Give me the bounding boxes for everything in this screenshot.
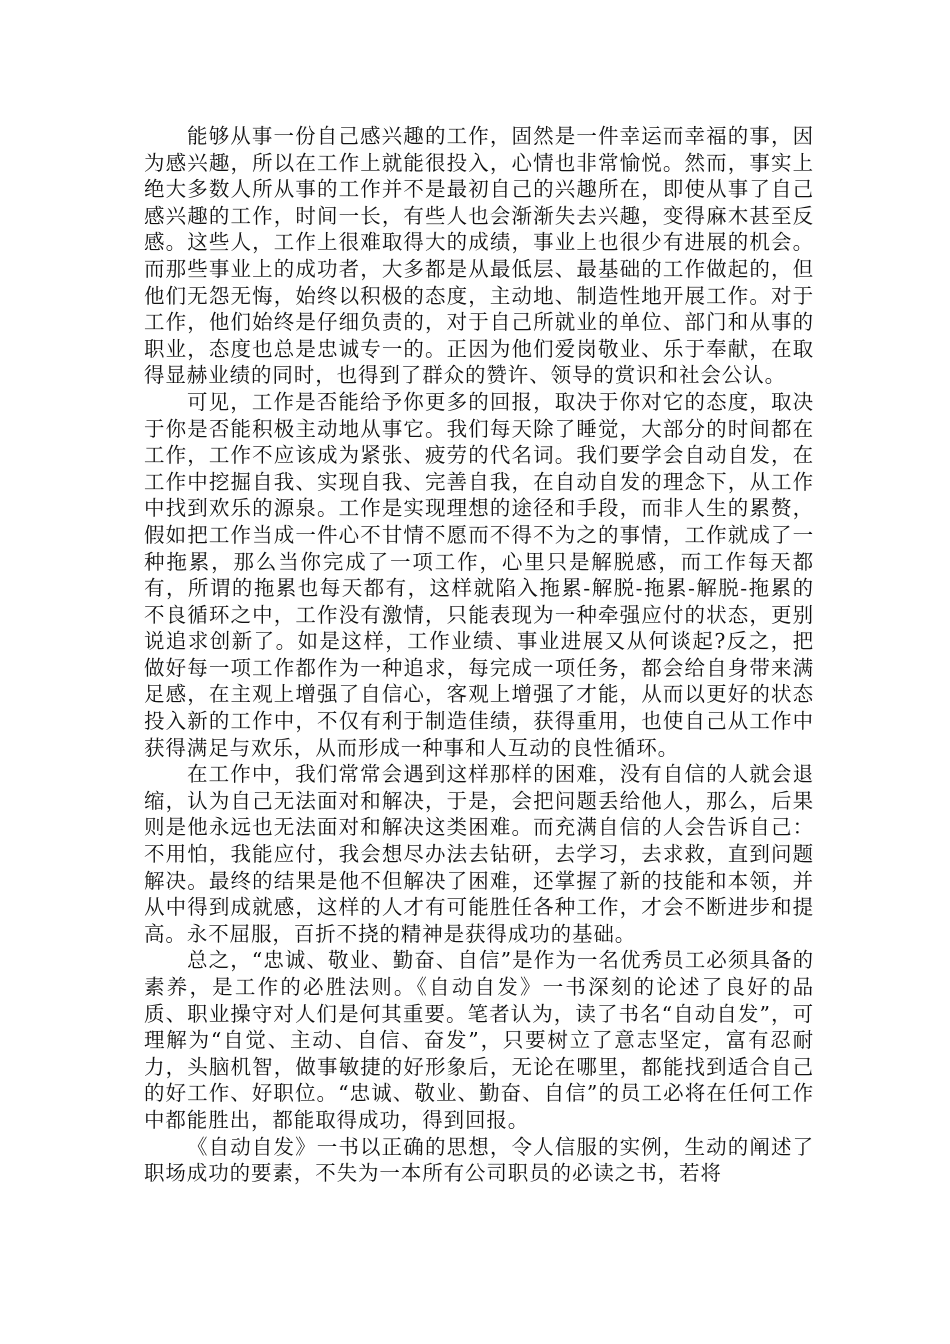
paragraph-1: 能够从事一份自己感兴趣的工作，固然是一件幸运而幸福的事，因为感兴趣，所以在工作上就能很投入，心情也非常愉悦。然而，事实上绝大多数人所从事的工作并不是最初自己的兴趣所在，即使从事了自己感兴趣的工作，时间一长，有些人也会渐渐失去兴趣，变得麻木甚至反感。这些人，工作上很难取得大的成绩，事业上也很少有进展的机会。而那些事业上的成功者，大多都是从最低层、最基础的工作做起的，但他们无怨无悔，始终以积极的态度，主动地、制造性地开展工作。对于工作，他们始终是仔细负责的，对于自己所就业的单位、部门和从事的职业，态度也总是忠诚专一的。正因为他们爱岗敬业、乐于奉献，在取得显赫业绩的同时，也得到了群众的赞许、领导的赏识和社会公认。	[144, 124, 814, 388]
paragraph-3: 在工作中，我们常常会遇到这样那样的困难，没有自信的人就会退缩，认为自己无法面对和解决，于是，会把问题丢给他人，那么，后果则是他永远也无法面对和解决这类困难。而充满自信的人会告诉自己：不用怕，我能应付，我会想尽办法去钻研，去学习，去求救，直到问题解决。最终的结果是他不但解决了困难，还掌握了新的技能和本领，并从中得到成就感，这样的人才有可能胜任各种工作，才会不断进步和提高。永不屈服，百折不挠的精神是获得成功的基础。	[144, 762, 814, 946]
paragraph-5: 《自动自发》一书以正确的思想，令人信服的实例，生动的阐述了职场成功的要素，不失为一本所有公司职员的必读之书，若将	[144, 1134, 814, 1186]
paragraph-4: 总之，“忠诚、敬业、勤奋、自信”是作为一名优秀员工必须具备的素养，是工作的必胜法则。《自动自发》一书深刻的论述了良好的品质、职业操守对人们是何其重要。笔者认为，读了书名“自动自发”，可理解为“自觉、主动、自信、奋发”，只要树立了意志坚定，富有忍耐力，头脑机智，做事敏捷的好形象后，无论在哪里，都能找到适合自己的好工作、好职位。“忠诚、敬业、勤奋、自信”的员工必将在任何工作中都能胜出，都能取得成功，得到回报。	[144, 948, 814, 1132]
body-text	[144, 123, 814, 1187]
paragraph-2: 可见，工作是否能给予你更多的回报，取决于你对它的态度，取决于你是否能积极主动地从事它。我们每天除了睡觉，大部分的时间都在工作，工作不应该成为紧张、疲劳的代名词。我们要学会自动自发，在工作中挖掘自我、实现自我、完善自我，在自动自发的理念下，从工作中找到欢乐的源泉。工作是实现理想的途径和手段，而非人生的累赘，假如把工作当成一件心不甘情不愿而不得不为之的事情，工作就成了一种拖累，那么当你完成了一项工作，心里只是解脱感，而工作每天都有，所谓的拖累也每天都有，这样就陷入拖累-解脱-拖累-解脱-拖累的不良循环之中，工作没有激情，只能表现为一种牵强应付的状态，更别说追求创新了。如是这样，工作业绩、事业进展又从何谈起?反之，把做好每一项工作都作为一种追求，每完成一项任务，都会给自身带来满足感，在主观上增强了自信心，客观上增强了才能，从而以更好的状态投入新的工作中，不仅有利于制造佳绩，获得重用，也使自己从工作中获得满足与欢乐，从而形成一种事和人互动的良性循环。	[144, 389, 814, 760]
